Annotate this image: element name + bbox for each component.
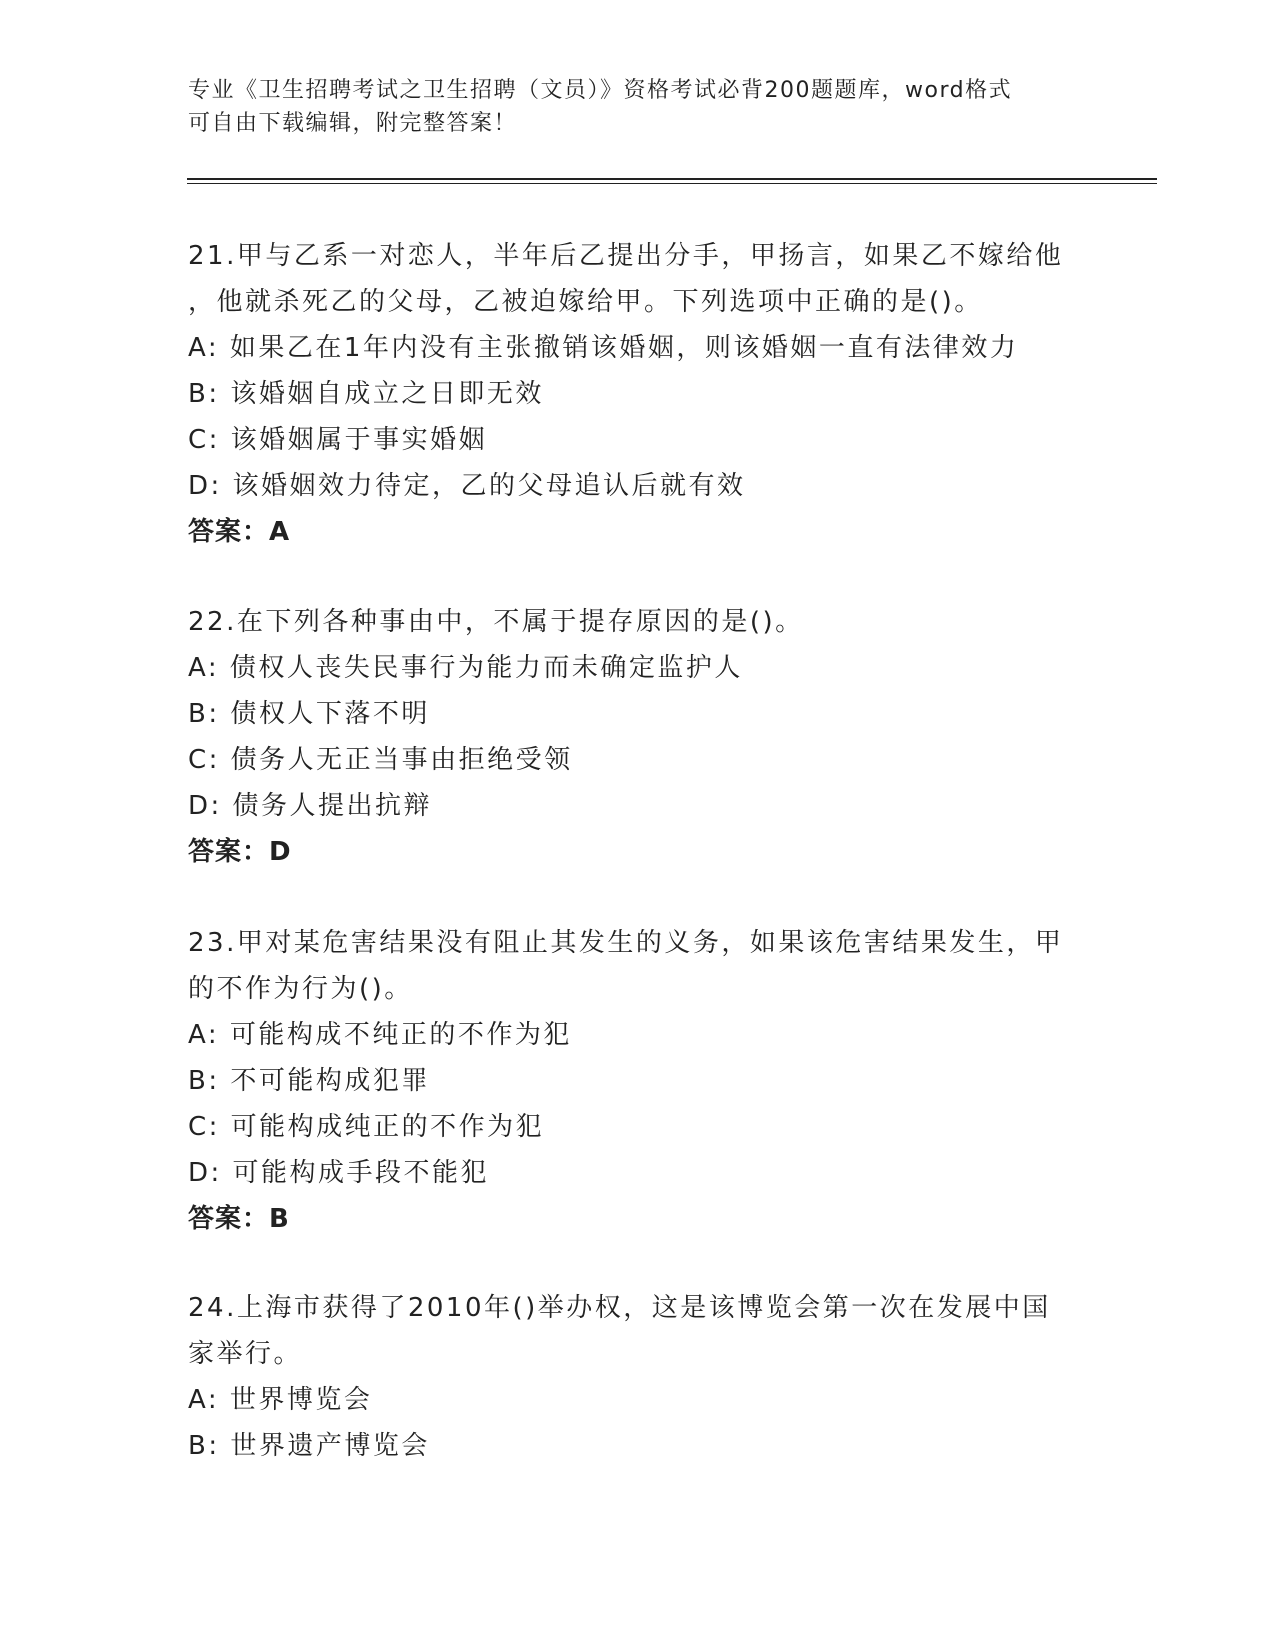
header-divider-bottom [187,183,1157,184]
option-a: A: 如果乙在1年内没有主张撤销该婚姻，则该婚姻一直有法律效力 [188,333,1019,363]
question-stem-line: 家举行。 [188,1339,303,1369]
question-23 [188,920,1088,1242]
option-d: D: 该婚姻效力待定，乙的父母追认后就有效 [188,471,746,501]
question-stem-line: 22.在下列各种事由中，不属于提存原因的是()。 [188,607,804,637]
question-stem-line: 23.甲对某危害结果没有阻止其发生的义务，如果该危害结果发生，甲 [188,928,1064,958]
answer-label: 答案：B [188,1204,290,1234]
option-d: D: 可能构成手段不能犯 [188,1158,490,1188]
option-c: C: 债务人无正当事由拒绝受领 [188,745,573,775]
header-divider-top [187,178,1157,180]
option-a: A: 可能构成不纯正的不作为犯 [188,1020,572,1050]
question-24 [188,1285,1088,1469]
document-header [188,74,1088,140]
answer-label: 答案：D [188,837,292,867]
question-stem-line: 21.甲与乙系一对恋人，半年后乙提出分手，甲扬言，如果乙不嫁给他 [188,241,1064,271]
option-b: B: 债权人下落不明 [188,699,430,729]
question-stem-line: 的不作为行为()。 [188,974,413,1004]
option-c: C: 该婚姻属于事实婚姻 [188,425,488,455]
option-b: B: 世界遗产博览会 [188,1431,430,1461]
option-d: D: 债务人提出抗辩 [188,791,433,821]
question-stem-line: ，他就杀死乙的父母，乙被迫嫁给甲。下列选项中正确的是()。 [188,287,983,317]
header-line-2: 可自由下载编辑，附完整答案！ [188,111,518,136]
header-line-1: 专业《卫生招聘考试之卫生招聘（文员）》资格考试必背200题题库，word格式 [188,78,1013,103]
option-c: C: 可能构成纯正的不作为犯 [188,1112,545,1142]
question-stem-line: 24.上海市获得了2010年()举办权，这是该博览会第一次在发展中国 [188,1293,1051,1323]
option-a: A: 债权人丧失民事行为能力而未确定监护人 [188,653,743,683]
answer-label: 答案：A [188,517,291,547]
question-21 [188,233,1088,555]
question-22 [188,599,1088,875]
option-a: A: 世界博览会 [188,1385,373,1415]
option-b: B: 该婚姻自成立之日即无效 [188,379,544,409]
option-b: B: 不可能构成犯罪 [188,1066,430,1096]
